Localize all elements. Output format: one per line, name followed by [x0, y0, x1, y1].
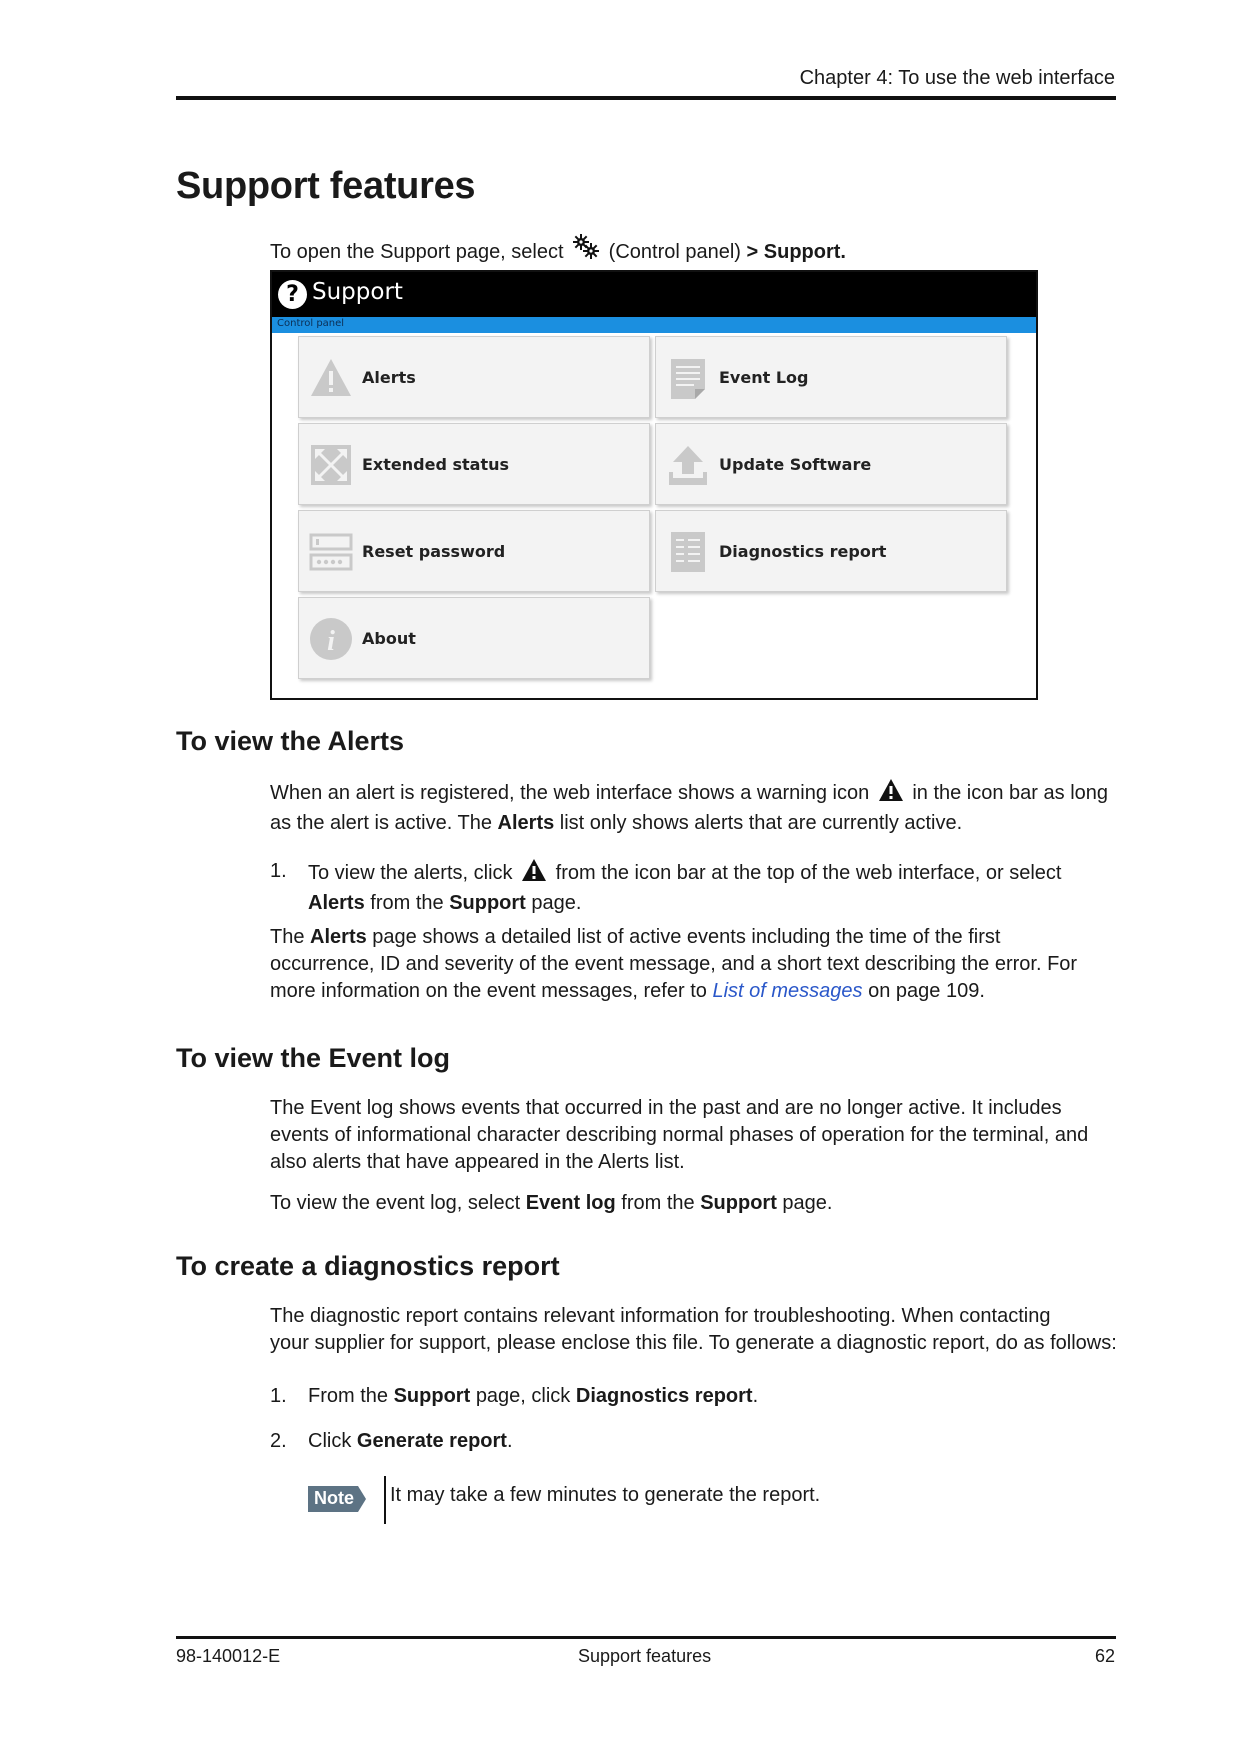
text: The diagnostic report contains relevant information for troubleshooting. When contacting	[270, 1305, 1051, 1327]
text: as the alert is active. The	[270, 812, 492, 834]
alerts-step-1	[308, 858, 1118, 917]
support-title-bar	[272, 272, 1036, 317]
step-number: 2.	[270, 1430, 287, 1452]
intro-support-label: Support.	[763, 241, 846, 263]
tile-alerts-label: Alerts	[362, 368, 416, 387]
step-number: 1.	[270, 860, 287, 882]
tile-event-log[interactable]	[655, 336, 1007, 418]
bold-text: Alerts	[497, 812, 555, 834]
alerts-paragraph-1	[270, 778, 1120, 837]
tile-reset-password-label: Reset password	[362, 542, 506, 561]
footer-rule	[176, 1636, 1116, 1639]
diagnostics-paragraph	[270, 1303, 1120, 1357]
intro-paragraph	[270, 233, 1120, 269]
help-icon: ?	[278, 280, 307, 309]
diagnostics-step-2	[308, 1428, 1118, 1455]
page-title: Support features	[176, 165, 476, 207]
warning-icon	[878, 778, 904, 810]
note-badge	[308, 1486, 366, 1512]
alerts-paragraph-2	[270, 924, 1120, 1005]
warning-icon	[308, 355, 354, 401]
control-panel-icon	[572, 233, 600, 269]
support-page-screenshot	[270, 270, 1038, 700]
footer-section: Support features	[578, 1646, 712, 1666]
bold-text: Alerts	[310, 926, 367, 948]
tile-diagnostics-report[interactable]	[655, 510, 1007, 592]
bold-text: Generate report	[356, 1430, 507, 1452]
text: page shows a detailed list of active events including the time of the first	[372, 926, 1001, 948]
expand-icon	[308, 442, 354, 488]
text: occurrence, ID and severity of the event message, and a short text describing the error. For	[270, 953, 1078, 975]
bold-text: Alerts	[308, 892, 365, 914]
tile-alerts[interactable]	[298, 336, 650, 418]
tile-about-label: About	[362, 629, 416, 648]
text: your supplier for support, please enclose this file. To generate a diagnostic report, do as follows:	[270, 1332, 1117, 1354]
breadcrumb-control-panel[interactable]: Control panel	[277, 318, 345, 329]
text: The	[270, 926, 305, 948]
running-header: Chapter 4: To use the web interface	[799, 67, 1115, 89]
diagnostics-heading: To create a diagnostics report	[176, 1251, 560, 1281]
tile-about[interactable]	[298, 597, 650, 679]
bold-text: Support	[393, 1385, 471, 1407]
tile-diagnostics-report-label: Diagnostics report	[719, 542, 887, 561]
eventlog-heading: To view the Event log	[176, 1043, 451, 1073]
text: .	[506, 1430, 513, 1452]
info-icon	[308, 616, 354, 662]
bold-text: Event log	[525, 1192, 616, 1214]
bold-text: Diagnostics report	[575, 1385, 753, 1407]
text: from the icon bar at the top of the web interface, or select	[555, 862, 1062, 884]
document-icon	[665, 355, 711, 401]
text: list only shows alerts that are currently active.	[559, 812, 963, 834]
intro-arrow: >	[746, 241, 759, 263]
text: in the icon bar as long	[912, 782, 1109, 804]
tile-extended-status[interactable]	[298, 423, 650, 505]
text: page.	[782, 1192, 833, 1214]
support-title: Support	[312, 279, 403, 305]
text: more information on the event messages, refer to	[270, 980, 707, 1002]
note-label: Note	[314, 1488, 354, 1508]
svg-text:i: i	[327, 626, 335, 657]
breadcrumb	[272, 317, 1036, 333]
password-icon	[308, 529, 354, 575]
note-text: It may take a few minutes to generate the report.	[390, 1484, 821, 1506]
intro-text: To open the Support page, select	[270, 241, 564, 263]
text: To view the alerts, click	[308, 862, 513, 884]
step-number: 1.	[270, 1385, 287, 1407]
tile-extended-status-label: Extended status	[362, 455, 509, 474]
footer-page-number: 62	[1094, 1646, 1115, 1666]
text: from the	[370, 892, 444, 914]
text: on page 109.	[868, 980, 985, 1002]
intro-text-2: (Control panel)	[608, 241, 741, 263]
tile-update-software-label: Update Software	[719, 455, 872, 474]
warning-icon	[521, 858, 547, 890]
footer-doc-id: 98-140012-E	[176, 1646, 281, 1666]
eventlog-paragraph-1	[270, 1095, 1120, 1176]
text: When an alert is registered, the web interface shows a warning icon	[270, 782, 870, 804]
alerts-heading: To view the Alerts	[176, 726, 405, 756]
tile-reset-password[interactable]	[298, 510, 650, 592]
bold-text: Support	[700, 1192, 777, 1214]
bold-text: Support	[449, 892, 526, 914]
text: from the	[621, 1192, 695, 1214]
text: The Event log shows events that occurred in the past and are no longer active. It includes	[270, 1097, 1062, 1119]
upload-icon	[665, 442, 711, 488]
tile-update-software[interactable]	[655, 423, 1007, 505]
text: events of informational character describing normal phases of operation for the terminal, and	[270, 1124, 1089, 1146]
list-of-messages-link[interactable]: List of messages	[712, 980, 863, 1002]
report-icon	[665, 529, 711, 575]
text: Click	[308, 1430, 352, 1452]
tile-event-log-label: Event Log	[719, 368, 809, 387]
text: also alerts that have appeared in the Alerts list.	[270, 1151, 685, 1173]
text: To view the event log, select	[270, 1192, 521, 1214]
note-divider	[384, 1476, 386, 1524]
text: .	[752, 1385, 759, 1407]
eventlog-paragraph-2	[270, 1190, 1120, 1217]
header-rule	[176, 96, 1116, 100]
text: page, click	[475, 1385, 571, 1407]
text: From the	[308, 1385, 389, 1407]
diagnostics-step-1	[308, 1383, 1118, 1410]
text: page.	[531, 892, 582, 914]
